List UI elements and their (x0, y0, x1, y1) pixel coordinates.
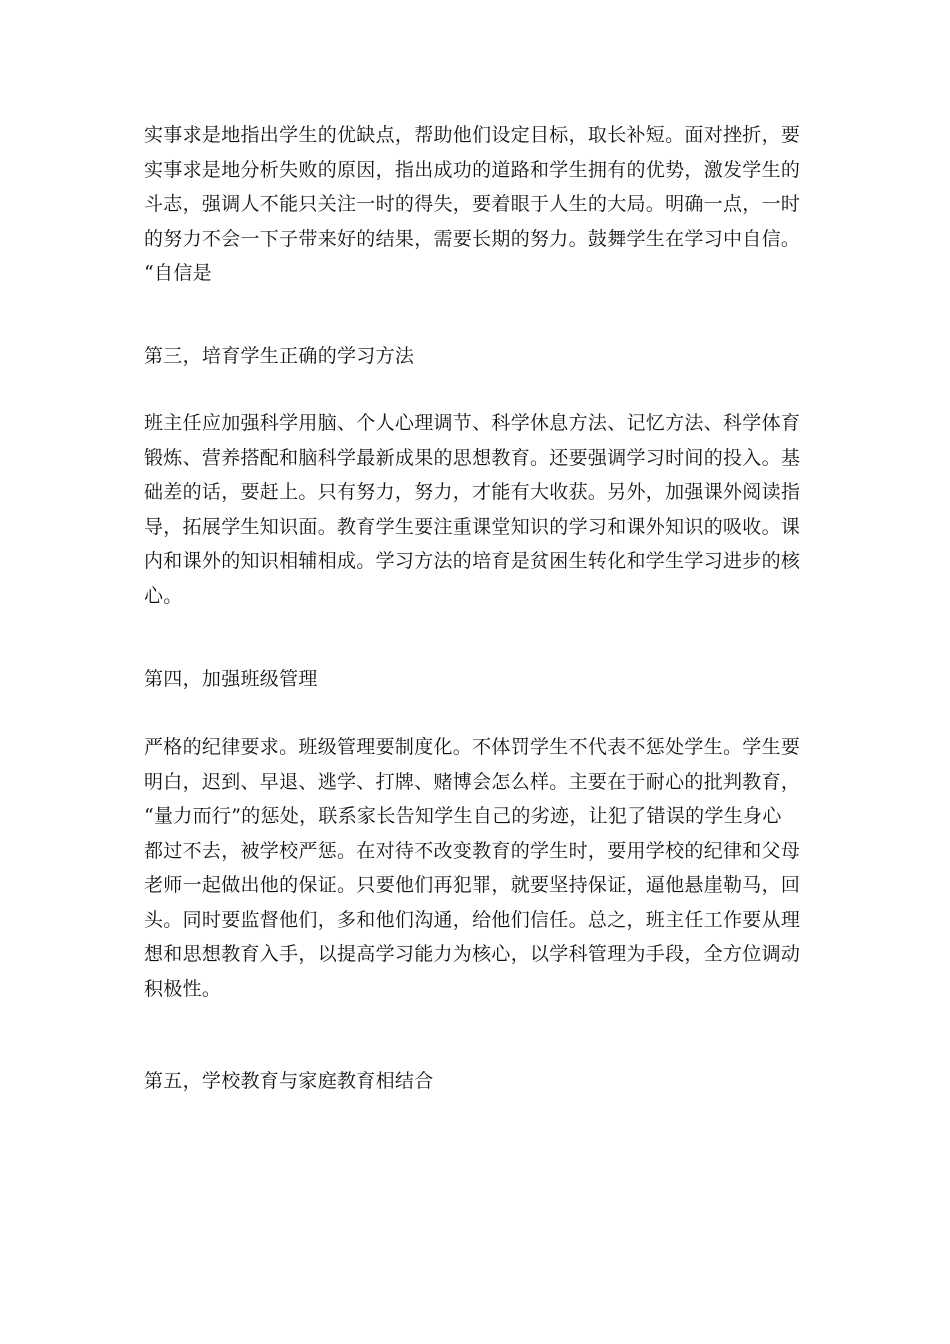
paragraph-class-management (144, 730, 801, 1006)
text-line: 都过不去，被学校严惩。在对待不改变教育的学生时，要用学校的纪律和父母 (144, 839, 801, 862)
text-line: 导，拓展学生知识面。教育学生要注重课堂知识的学习和课外知识的吸收。课 (144, 515, 801, 538)
text-line: 实事求是地指出学生的优缺点，帮助他们设定目标，取长补短。面对挫折，要 (144, 124, 801, 146)
text-line: 斗志，强调人不能只关注一时的得失，要着眼于人生的大局。明确一点，一时 (144, 193, 801, 215)
text-line: 心。 (144, 584, 183, 607)
text-line: “自信是 (144, 262, 212, 284)
text-line: 老师一起做出他的保证。只要他们再犯罪，就要坚持保证，逼他悬崖勒马，回 (144, 874, 801, 896)
text-line: 内和课外的知识相辅相成。学习方法的培育是贫困生转化和学生学习进步的核 (144, 550, 801, 572)
section-heading-5: 第五，学校教育与家庭教育相结合 (144, 1070, 434, 1092)
text-line: 的努力不会一下子带来好的结果，需要长期的努力。鼓舞学生在学习中自信。 (144, 227, 801, 250)
text-line: 想和思想教育入手，以提高学习能力为核心，以学科管理为手段，全方位调动 (144, 943, 801, 965)
text-line: 实事求是地分析失败的原因，指出成功的道路和学生拥有的优势，激发学生的 (144, 158, 801, 181)
text-line: “量力而行”的惩处，联系家长告知学生自己的劣迹，让犯了错误的学生身心 (144, 805, 782, 827)
paragraph-self-confidence (144, 118, 801, 291)
text-line: 锻炼、营养搭配和脑科学最新成果的思想教育。还要强调学习时间的投入。基 (144, 446, 801, 469)
section-heading-4: 第四，加强班级管理 (144, 668, 318, 690)
text-line: 积极性。 (144, 977, 222, 1000)
text-line: 严格的纪律要求。班级管理要制度化。不体罚学生不代表不惩处学生。学生要 (144, 736, 801, 758)
text-line: 班主任应加强科学用脑、个人心理调节、科学休息方法、记忆方法、科学体育 (144, 412, 801, 434)
text-line: 明白，迟到、早退、逃学、打牌、赌博会怎么样。主要在于耐心的批判教育， (144, 770, 801, 793)
text-line: 础差的话，要赶上。只有努力，努力，才能有大收获。另外，加强课外阅读指 (144, 481, 801, 503)
paragraph-study-methods (144, 406, 801, 613)
section-heading-3: 第三，培育学生正确的学习方法 (144, 345, 415, 367)
text-line: 头。同时要监督他们，多和他们沟通，给他们信任。总之，班主任工作要从理 (144, 908, 801, 931)
